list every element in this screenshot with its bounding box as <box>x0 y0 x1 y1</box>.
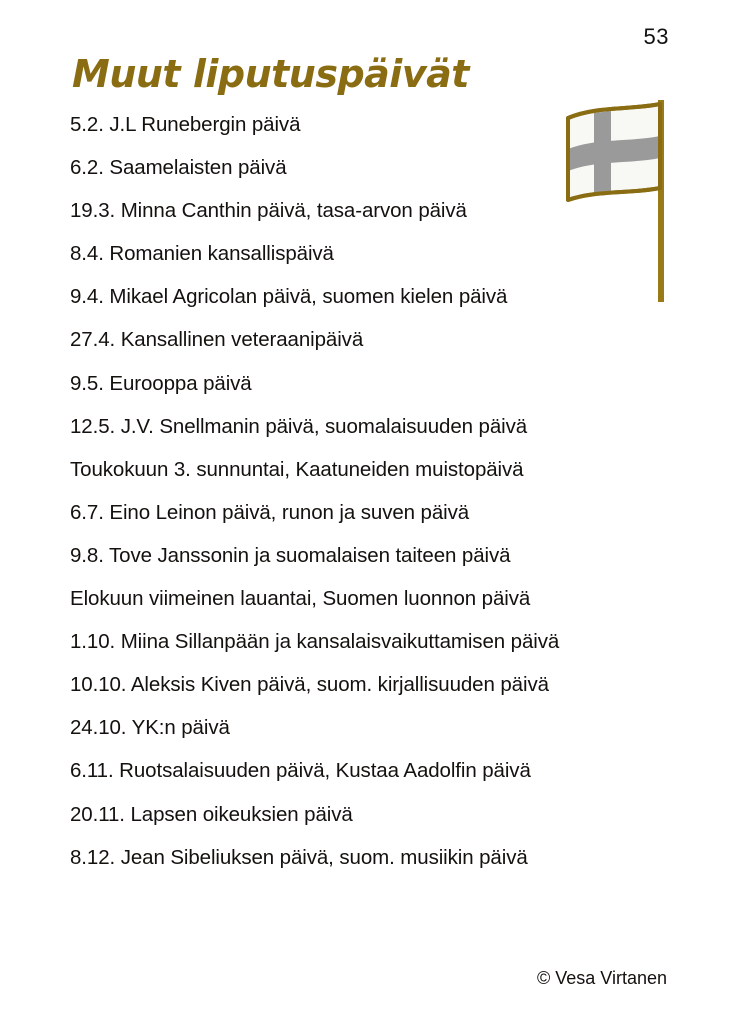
list-item: 8.12. Jean Sibeliuksen päivä, suom. musiikin päivä <box>70 845 528 869</box>
list-item: 27.4. Kansallinen veteraanipäivä <box>70 328 364 352</box>
page-title: Muut liputuspäivät <box>72 52 469 96</box>
list-item: 9.8. Tove Janssonin ja suomalaisen taiteen päivä <box>70 543 511 567</box>
list-item: 1.10. Miina Sillanpään ja kansalaisvaikuttamisen päivä <box>70 630 560 654</box>
list-item: 5.2. J.L Runebergin päivä <box>70 113 301 136</box>
flag-days-list <box>70 115 670 891</box>
list-item: 9.5. Eurooppa päivä <box>70 371 252 395</box>
list-item: Elokuun viimeinen lauantai, Suomen luonnon päivä <box>70 587 531 611</box>
list-item: 6.11. Ruotsalaisuuden päivä, Kustaa Aadolfin päivä <box>70 759 531 783</box>
list-item: 10.10. Aleksis Kiven päivä, suom. kirjallisuuden päivä <box>70 673 549 697</box>
list-item: 20.11. Lapsen oikeuksien päivä <box>70 802 353 826</box>
list-item: 19.3. Minna Canthin päivä, tasa-arvon päivä <box>70 199 467 223</box>
page-number: 53 <box>643 24 669 49</box>
list-item: 24.10. YK:n päivä <box>70 716 230 740</box>
list-item: 8.4. Romanien kansallispäivä <box>70 242 334 266</box>
list-item: 6.7. Eino Leinon päivä, runon ja suven päivä <box>70 500 470 524</box>
list-item: 9.4. Mikael Agricolan päivä, suomen kielen päivä <box>70 285 508 309</box>
list-item: Toukokuun 3. sunnuntai, Kaatuneiden muistopäivä <box>70 457 524 481</box>
list-item: 6.2. Saamelaisten päivä <box>70 156 287 180</box>
copyright-credit: © Vesa Virtanen <box>536 968 667 988</box>
list-item: 12.5. J.V. Snellmanin päivä, suomalaisuuden päivä <box>70 414 528 438</box>
